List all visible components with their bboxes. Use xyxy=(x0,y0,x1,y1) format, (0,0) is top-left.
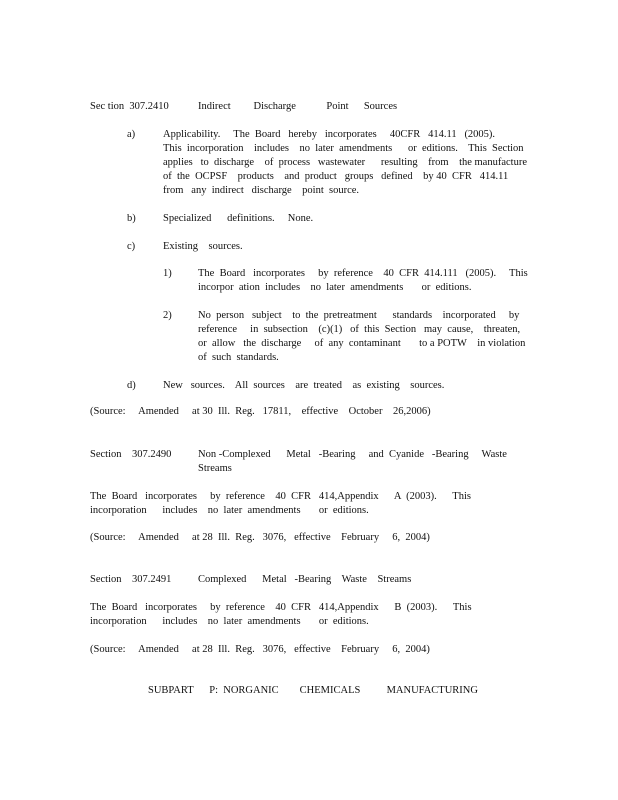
section-2491-number: Section 307.2491 xyxy=(90,574,172,585)
subsection-c2-line: or allow the discharge of any contaminant to a POTW in violation xyxy=(198,338,526,349)
subsection-c-text: Existing sources. xyxy=(163,241,243,252)
subsection-c-marker: c) xyxy=(127,241,136,252)
subpart-heading: SUBPART P: NORGANIC CHEMICALS MANUFACTURING xyxy=(148,685,478,696)
subsection-d-text: New sources. All sources are treated as existing sources. xyxy=(163,380,445,391)
subsection-c2-marker: 2) xyxy=(163,310,172,321)
section-2490-title-line: Streams xyxy=(198,463,232,474)
section-2491-body-line: incorporation includes no later amendments or editions. xyxy=(90,616,369,627)
subsection-a-line: from any indirect discharge point source. xyxy=(163,185,360,196)
subsection-c2-line: No person subject to the pretreatment standards incorporated by xyxy=(198,310,520,321)
section-2490-body-line: The Board incorporates by reference 40 CFR 414,Appendix A (2003). This xyxy=(90,491,471,502)
section-2490-source-note: (Source: Amended at 28 Ill. Reg. 3076, effective February 6, 2004) xyxy=(90,532,430,543)
section-2491-source-note: (Source: Amended at 28 Ill. Reg. 3076, effective February 6, 2004) xyxy=(90,644,430,655)
section-2491-title: Complexed Metal -Bearing Waste Streams xyxy=(198,574,412,585)
section-2410-source-note: (Source: Amended at 30 Ill. Reg. 17811, effective October 26,2006) xyxy=(90,406,431,417)
section-2490-number: Section 307.2490 xyxy=(90,449,172,460)
section-2491-body-line: The Board incorporates by reference 40 CFR 414,Appendix B (2003). This xyxy=(90,602,472,613)
subsection-c1-line: The Board incorporates by reference 40 CFR 414.111 (2005). This xyxy=(198,268,528,279)
subsection-a-line: Applicability. The Board hereby incorporates 40CFR 414.11 (2005). xyxy=(163,129,496,140)
subsection-c1-marker: 1) xyxy=(163,268,172,279)
section-2490-body-line: incorporation includes no later amendments or editions. xyxy=(90,505,369,516)
subsection-b-marker: b) xyxy=(127,213,136,224)
section-2410-title: Indirect Discharge Point Sources xyxy=(198,101,398,112)
subsection-a-line: applies to discharge of process wastewater resulting from the manufacture xyxy=(163,157,527,168)
subsection-a-marker: a) xyxy=(127,129,136,140)
subsection-a-line: This incorporation includes no later amendments or editions. This Section xyxy=(163,143,524,154)
section-2410-number: Sec tion 307.2410 xyxy=(90,101,169,112)
section-2490-title-line: Non -Complexed Metal -Bearing and Cyanide -Bearing Waste xyxy=(198,449,507,460)
subsection-c1-line: incorpor ation includes no later amendments or editions. xyxy=(198,282,472,293)
subsection-c2-line: reference in subsection (c)(1) of this Section may cause, threaten, xyxy=(198,324,521,335)
subsection-a-line: of the OCPSF products and product groups defined by 40 CFR 414.11 xyxy=(163,171,509,182)
subsection-d-marker: d) xyxy=(127,380,136,391)
subsection-c2-line: of such standards. xyxy=(198,352,279,363)
subsection-b-text: Specialized definitions. None. xyxy=(163,213,314,224)
